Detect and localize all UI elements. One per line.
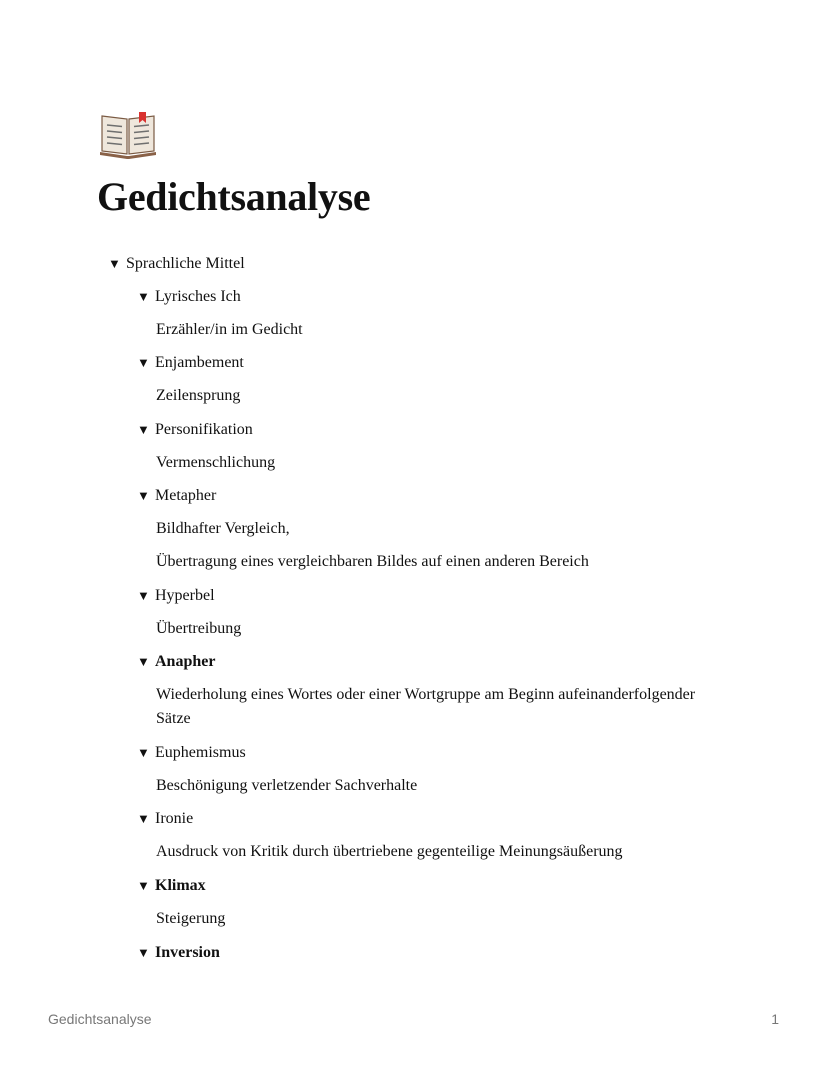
toggle-anapher[interactable] bbox=[137, 651, 215, 673]
toggle-label: Ironie bbox=[155, 810, 194, 827]
toggle-content-text: Übertreibung bbox=[156, 620, 242, 637]
toggle-label: Metapher bbox=[155, 487, 217, 504]
toggle-label: Euphemismus bbox=[155, 744, 246, 761]
toggle-euphemismus[interactable] bbox=[137, 742, 246, 764]
toggle-content-text: Steigerung bbox=[156, 910, 226, 927]
toggle-label: Inversion bbox=[155, 944, 220, 961]
toggle-ironie[interactable] bbox=[137, 808, 193, 830]
toggle-content-text: Übertragung eines vergleichbaren Bildes auf einen anderen Bereich bbox=[156, 553, 589, 570]
toggle-triangle-icon[interactable]: ▼ bbox=[137, 588, 150, 603]
open-book-icon bbox=[98, 108, 158, 160]
toggle-content-text: Sätze bbox=[156, 710, 191, 727]
toggle-sprachliche-mittel[interactable] bbox=[108, 253, 245, 275]
toggle-triangle-icon[interactable]: ▼ bbox=[108, 256, 121, 271]
toggle-content-text: Erzähler/in im Gedicht bbox=[156, 321, 303, 338]
footer-page-number: 1 bbox=[771, 1011, 779, 1027]
toggle-triangle-icon[interactable]: ▼ bbox=[137, 355, 150, 370]
toggle-label: Enjambement bbox=[155, 354, 244, 371]
toggle-triangle-icon[interactable]: ▼ bbox=[137, 488, 150, 503]
toggle-triangle-icon[interactable]: ▼ bbox=[137, 654, 150, 669]
toggle-label: Lyrisches Ich bbox=[155, 288, 241, 305]
toggle-triangle-icon[interactable]: ▼ bbox=[137, 289, 150, 304]
toggle-label: Sprachliche Mittel bbox=[126, 255, 245, 272]
toggle-triangle-icon[interactable]: ▼ bbox=[137, 878, 150, 893]
toggle-metapher[interactable] bbox=[137, 485, 216, 507]
footer-title: Gedichtsanalyse bbox=[48, 1011, 152, 1027]
page-title: Gedichtsanalyse bbox=[97, 174, 371, 219]
toggle-content-text: Zeilensprung bbox=[156, 387, 241, 404]
toggle-inversion[interactable] bbox=[137, 942, 220, 964]
toggle-personifikation[interactable] bbox=[137, 419, 253, 441]
toggle-klimax[interactable] bbox=[137, 875, 206, 897]
toggle-content-text: Beschönigung verletzender Sachverhalte bbox=[156, 777, 418, 794]
toggle-label: Anapher bbox=[155, 653, 216, 670]
toggle-content-text: Bildhafter Vergleich, bbox=[156, 520, 290, 537]
toggle-content-text: Wiederholung eines Wortes oder einer Wortgruppe am Beginn aufeinanderfolgender bbox=[156, 686, 696, 703]
toggle-content-text: Ausdruck von Kritik durch übertriebene gegenteilige Meinungsäußerung bbox=[156, 843, 623, 860]
toggle-label: Klimax bbox=[155, 877, 206, 894]
toggle-triangle-icon[interactable]: ▼ bbox=[137, 745, 150, 760]
toggle-hyperbel[interactable] bbox=[137, 585, 215, 607]
toggle-content-text: Vermenschlichung bbox=[156, 454, 276, 471]
toggle-triangle-icon[interactable]: ▼ bbox=[137, 945, 150, 960]
toggle-lyrisches-ich[interactable] bbox=[137, 286, 241, 308]
toggle-label: Hyperbel bbox=[155, 587, 215, 604]
toggle-enjambement[interactable] bbox=[137, 352, 244, 374]
toggle-triangle-icon[interactable]: ▼ bbox=[137, 811, 150, 826]
toggle-label: Personifikation bbox=[155, 421, 253, 438]
toggle-triangle-icon[interactable]: ▼ bbox=[137, 422, 150, 437]
